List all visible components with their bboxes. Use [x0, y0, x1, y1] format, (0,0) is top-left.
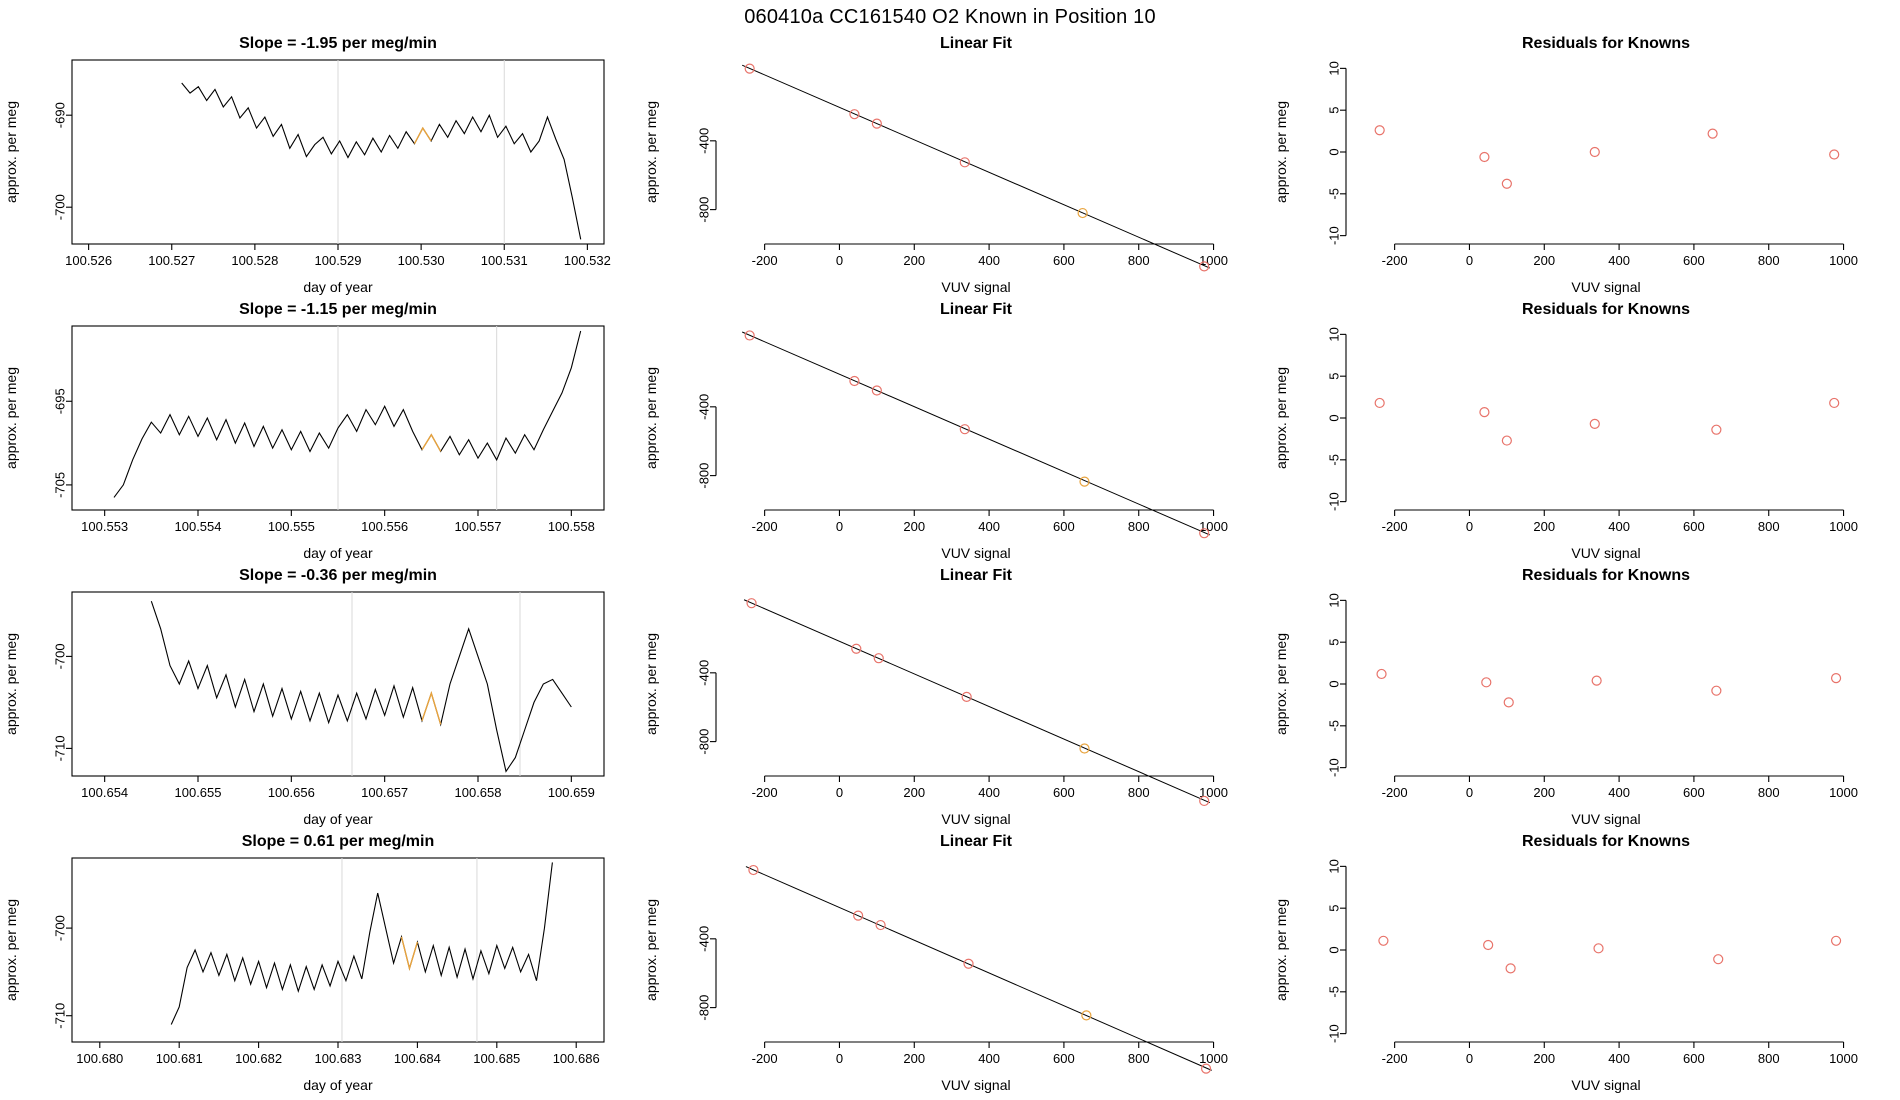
x-tick-label: 100.684: [393, 1051, 441, 1066]
plot-area: [0, 832, 640, 1098]
x-axis-label: VUV signal: [1571, 545, 1641, 561]
x-tick-label: 800: [1127, 519, 1150, 534]
y-axis-label: approx. per meg: [643, 633, 659, 735]
x-tick-label: 1000: [1199, 1051, 1229, 1066]
x-tick-label: 400: [1608, 519, 1630, 534]
y-tick-label: -690: [52, 102, 68, 129]
x-tick-label: 400: [1608, 785, 1630, 800]
panel-row: [0, 566, 1900, 832]
x-tick-label: 200: [903, 1051, 926, 1066]
x-tick-label: 200: [1533, 253, 1556, 268]
x-tick-label: 600: [1683, 785, 1705, 800]
panel-linear-fit: [640, 832, 1270, 1098]
plot-area: [0, 566, 640, 832]
panel-residuals: [1270, 566, 1900, 832]
y-tick-label: 10: [1326, 61, 1342, 76]
x-tick-label: -200: [1381, 1051, 1408, 1066]
data-point: [960, 425, 969, 434]
y-tick-label: 5: [1326, 904, 1342, 912]
data-point: [1708, 129, 1717, 138]
x-tick-label: 0: [1465, 253, 1474, 268]
data-line: [171, 862, 552, 1024]
plot-area: [640, 34, 1270, 300]
figure-title: 060410a CC161540 O2 Known in Position 10: [744, 6, 1156, 28]
data-point: [1832, 936, 1841, 945]
highlight-segment: [402, 937, 418, 969]
x-tick-label: 100.681: [155, 1051, 203, 1066]
x-tick-label: 100.554: [174, 519, 222, 534]
x-tick-label: -200: [1381, 519, 1408, 534]
x-tick-label: 100.680: [76, 1051, 124, 1066]
x-tick-label: -200: [751, 519, 778, 534]
plot-area: [1270, 300, 1900, 566]
data-point: [1714, 955, 1723, 964]
y-tick-label: -10: [1326, 492, 1342, 512]
x-tick-label: 800: [1127, 1051, 1150, 1066]
x-tick-label: 1000: [1199, 785, 1229, 800]
x-tick-label: 1000: [1199, 519, 1229, 534]
panel-timeseries: [0, 300, 640, 566]
x-tick-label: -200: [751, 253, 778, 268]
y-tick-label: 0: [1326, 148, 1342, 156]
x-tick-label: 1000: [1829, 519, 1859, 534]
plot-area: [640, 300, 1270, 566]
x-axis-label: day of year: [303, 279, 373, 295]
data-line: [114, 331, 581, 497]
y-tick-label: -10: [1326, 758, 1342, 778]
chart-svg: [640, 832, 1270, 1098]
x-tick-label: 400: [978, 253, 1000, 268]
panel-title: Linear Fit: [939, 567, 1013, 584]
x-axis-label: VUV signal: [941, 545, 1011, 561]
panel-linear-fit: [640, 34, 1270, 300]
x-tick-label: 1000: [1199, 253, 1229, 268]
data-point: [1480, 408, 1489, 417]
data-point: [1712, 686, 1721, 695]
data-point: [1594, 944, 1603, 953]
x-tick-label: 0: [835, 253, 844, 268]
data-point: [1482, 678, 1491, 687]
chart-svg: [0, 832, 640, 1098]
plot-area: [0, 300, 640, 566]
y-tick-label: 0: [1326, 680, 1342, 688]
data-line: [151, 601, 571, 771]
x-tick-label: -200: [1381, 253, 1408, 268]
x-tick-label: 200: [903, 253, 926, 268]
chart-svg: [640, 34, 1270, 300]
chart-svg: [1270, 34, 1900, 300]
data-point: [1592, 676, 1601, 685]
y-tick-label: 10: [1326, 593, 1342, 608]
x-tick-label: 800: [1127, 785, 1150, 800]
highlight-segment: [414, 128, 431, 144]
panel-linear-fit: [640, 300, 1270, 566]
x-axis-label: VUV signal: [1571, 279, 1641, 295]
x-tick-label: -200: [751, 1051, 778, 1066]
x-tick-label: 100.686: [552, 1051, 600, 1066]
y-axis-label: approx. per meg: [3, 899, 19, 1001]
data-line: [182, 83, 581, 239]
panel-residuals: [1270, 300, 1900, 566]
fit-line: [742, 65, 1210, 268]
data-point: [1712, 425, 1721, 434]
x-tick-label: 0: [835, 1051, 844, 1066]
x-tick-label: 800: [1127, 253, 1150, 268]
y-axis-label: approx. per meg: [1273, 633, 1289, 735]
x-tick-label: 400: [1608, 1051, 1630, 1066]
panel-timeseries: [0, 34, 640, 300]
y-tick-label: 5: [1326, 638, 1342, 646]
panel-grid: [0, 34, 1900, 1100]
y-tick-label: -800: [696, 462, 712, 489]
x-axis-label: VUV signal: [941, 1077, 1011, 1093]
y-axis-label: approx. per meg: [3, 633, 19, 735]
y-tick-label: -695: [52, 388, 68, 415]
y-axis-label: approx. per meg: [643, 101, 659, 203]
plot-area: [640, 566, 1270, 832]
fit-line: [744, 600, 1210, 803]
chart-svg: [640, 300, 1270, 566]
panel-title: Slope = 0.61 per meg/min: [241, 833, 435, 850]
x-tick-label: 100.526: [65, 253, 113, 268]
data-point: [1590, 148, 1599, 157]
chart-svg: [1270, 832, 1900, 1098]
data-point: [1504, 698, 1513, 707]
y-axis-label: approx. per meg: [643, 367, 659, 469]
x-tick-label: 200: [1533, 1051, 1556, 1066]
plot-area: [0, 34, 640, 300]
plot-area: [1270, 832, 1900, 1098]
panel-title: Linear Fit: [939, 35, 1013, 52]
x-tick-label: 800: [1757, 785, 1780, 800]
x-tick-label: 0: [835, 519, 844, 534]
x-tick-label: 100.529: [314, 253, 362, 268]
plot-frame: [72, 858, 604, 1042]
y-tick-label: -400: [696, 925, 712, 952]
x-tick-label: 100.654: [81, 785, 129, 800]
data-point: [1480, 153, 1489, 162]
x-tick-label: 100.658: [454, 785, 502, 800]
y-axis-label: approx. per meg: [3, 367, 19, 469]
fit-line: [746, 867, 1212, 1071]
x-tick-label: 600: [1053, 785, 1075, 800]
panel-title: Slope = -0.36 per meg/min: [239, 567, 437, 584]
x-tick-label: 200: [1533, 519, 1556, 534]
x-tick-label: 400: [978, 519, 1000, 534]
x-tick-label: -200: [751, 785, 778, 800]
chart-svg: [0, 34, 640, 300]
x-tick-label: 100.682: [235, 1051, 283, 1066]
y-tick-label: -5: [1326, 188, 1342, 200]
x-tick-label: 600: [1683, 253, 1705, 268]
y-tick-label: 5: [1326, 372, 1342, 380]
x-tick-label: 0: [835, 785, 844, 800]
y-tick-label: -700: [52, 915, 68, 942]
panel-title: Slope = -1.15 per meg/min: [239, 301, 437, 318]
x-tick-label: 400: [978, 785, 1000, 800]
y-axis-label: approx. per meg: [1273, 367, 1289, 469]
panel-linear-fit: [640, 566, 1270, 832]
y-tick-label: -800: [696, 994, 712, 1021]
x-tick-label: 0: [1465, 1051, 1474, 1066]
plot-frame: [72, 592, 604, 776]
x-tick-label: 800: [1757, 1051, 1780, 1066]
x-tick-label: 400: [978, 1051, 1000, 1066]
highlight-segment: [422, 693, 441, 724]
panel-title: Residuals for Knowns: [1521, 833, 1691, 850]
data-point: [1502, 436, 1511, 445]
x-tick-label: 600: [1053, 1051, 1075, 1066]
y-tick-label: -700: [52, 194, 68, 221]
x-tick-label: 100.528: [231, 253, 279, 268]
data-point: [1506, 964, 1515, 973]
y-tick-label: -705: [52, 471, 68, 498]
panel-timeseries: [0, 566, 640, 832]
x-tick-label: 800: [1757, 519, 1780, 534]
x-tick-label: 100.556: [361, 519, 409, 534]
y-tick-label: -700: [52, 643, 68, 670]
x-tick-label: 100.685: [473, 1051, 521, 1066]
y-axis-label: approx. per meg: [643, 899, 659, 1001]
panel-title: Slope = -1.95 per meg/min: [239, 35, 437, 52]
x-tick-label: 100.553: [81, 519, 129, 534]
data-point: [1830, 398, 1839, 407]
x-tick-label: 200: [903, 519, 926, 534]
x-tick-label: 800: [1757, 253, 1780, 268]
y-axis-label: approx. per meg: [1273, 101, 1289, 203]
y-tick-label: -400: [696, 659, 712, 686]
panel-title: Residuals for Knowns: [1521, 567, 1691, 584]
x-tick-label: 100.555: [267, 519, 315, 534]
panel-timeseries: [0, 832, 640, 1098]
plot-area: [1270, 34, 1900, 300]
chart-svg: [0, 566, 640, 832]
y-tick-label: -5: [1326, 454, 1342, 466]
x-tick-label: 100.527: [148, 253, 196, 268]
y-tick-label: -10: [1326, 226, 1342, 246]
x-tick-label: 0: [1465, 519, 1474, 534]
chart-svg: [640, 566, 1270, 832]
x-tick-label: 600: [1683, 519, 1705, 534]
panel-title: Residuals for Knowns: [1521, 35, 1691, 52]
x-tick-label: 1000: [1829, 1051, 1859, 1066]
panel-residuals: [1270, 34, 1900, 300]
panel-row: [0, 832, 1900, 1098]
data-point: [1832, 674, 1841, 683]
x-tick-label: 600: [1053, 519, 1075, 534]
x-axis-label: VUV signal: [941, 811, 1011, 827]
fit-line: [742, 332, 1210, 535]
y-tick-label: -710: [52, 735, 68, 762]
x-tick-label: 100.557: [454, 519, 502, 534]
y-tick-label: 10: [1326, 327, 1342, 342]
y-tick-label: 10: [1326, 859, 1342, 874]
y-tick-label: -800: [696, 728, 712, 755]
x-axis-label: day of year: [303, 811, 373, 827]
y-axis-label: approx. per meg: [1273, 899, 1289, 1001]
data-point: [1484, 940, 1493, 949]
panel-row: [0, 34, 1900, 300]
x-axis-label: day of year: [303, 545, 373, 561]
y-tick-label: 5: [1326, 106, 1342, 114]
data-point: [1590, 419, 1599, 428]
plot-area: [640, 832, 1270, 1098]
x-tick-label: 100.657: [361, 785, 409, 800]
x-tick-label: 200: [903, 785, 926, 800]
x-tick-label: 100.532: [563, 253, 611, 268]
x-tick-label: 1000: [1829, 253, 1859, 268]
y-tick-label: -5: [1326, 986, 1342, 998]
y-tick-label: -5: [1326, 720, 1342, 732]
chart-svg: [1270, 300, 1900, 566]
data-point: [1375, 398, 1384, 407]
x-tick-label: 400: [1608, 253, 1630, 268]
y-axis-label: approx. per meg: [3, 101, 19, 203]
data-point: [1375, 126, 1384, 135]
x-tick-label: 1000: [1829, 785, 1859, 800]
x-tick-label: 600: [1683, 1051, 1705, 1066]
y-tick-label: -10: [1326, 1024, 1342, 1044]
panel-title: Linear Fit: [939, 301, 1013, 318]
y-tick-label: 0: [1326, 414, 1342, 422]
x-tick-label: 0: [1465, 785, 1474, 800]
data-point: [1377, 669, 1386, 678]
x-tick-label: 100.655: [174, 785, 222, 800]
x-tick-label: 100.659: [547, 785, 595, 800]
chart-svg: [0, 300, 640, 566]
data-point: [1830, 150, 1839, 159]
panel-row: [0, 300, 1900, 566]
x-tick-label: 100.656: [267, 785, 315, 800]
x-tick-label: 600: [1053, 253, 1075, 268]
data-point: [1502, 179, 1511, 188]
panel-title: Residuals for Knowns: [1521, 301, 1691, 318]
data-point: [960, 158, 969, 167]
data-point: [1379, 936, 1388, 945]
y-tick-label: -800: [696, 196, 712, 223]
highlight-segment: [422, 435, 441, 452]
x-tick-label: 100.530: [397, 253, 445, 268]
x-tick-label: 100.683: [314, 1051, 362, 1066]
y-tick-label: -710: [52, 1002, 68, 1029]
panel-title: Linear Fit: [939, 833, 1013, 850]
x-tick-label: -200: [1381, 785, 1408, 800]
y-tick-label: -400: [696, 127, 712, 154]
plot-area: [1270, 566, 1900, 832]
x-axis-label: VUV signal: [1571, 1077, 1641, 1093]
y-tick-label: 0: [1326, 946, 1342, 954]
y-tick-label: -400: [696, 393, 712, 420]
x-tick-label: 100.558: [547, 519, 595, 534]
x-axis-label: VUV signal: [941, 279, 1011, 295]
x-axis-label: VUV signal: [1571, 811, 1641, 827]
chart-svg: [1270, 566, 1900, 832]
x-axis-label: day of year: [303, 1077, 373, 1093]
x-tick-label: 100.531: [480, 253, 528, 268]
x-tick-label: 200: [1533, 785, 1556, 800]
panel-residuals: [1270, 832, 1900, 1098]
